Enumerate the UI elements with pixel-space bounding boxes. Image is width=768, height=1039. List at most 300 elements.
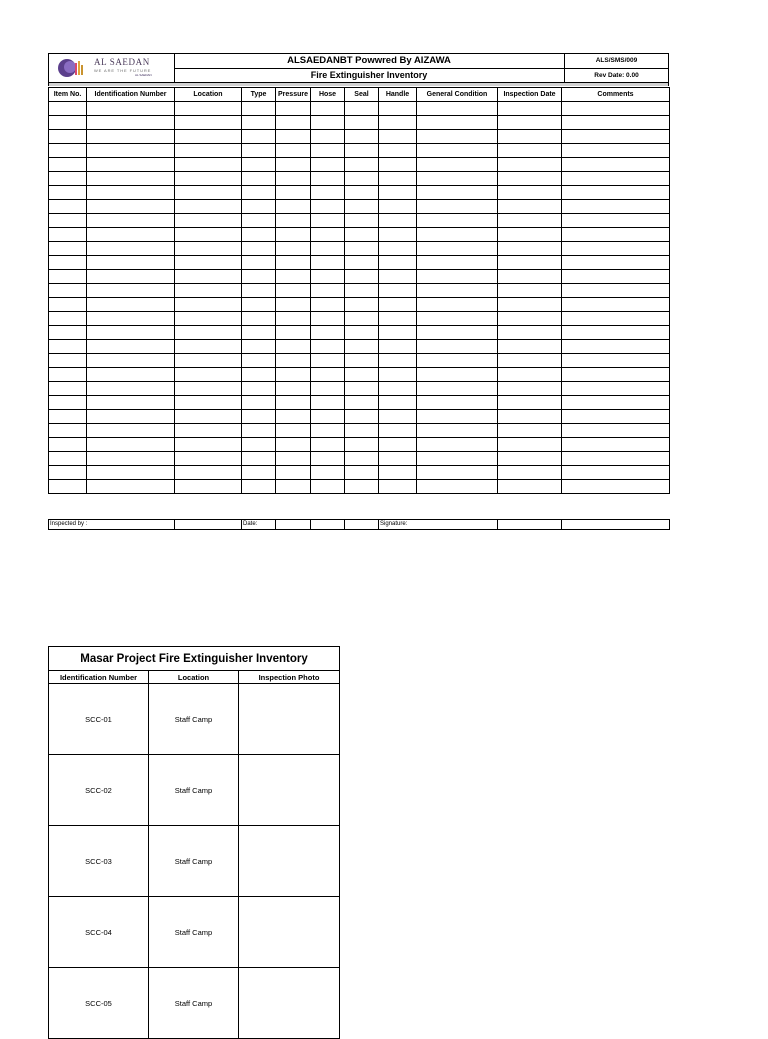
table-cell[interactable]	[242, 270, 276, 284]
table-cell[interactable]	[311, 186, 345, 200]
table-cell[interactable]	[276, 326, 311, 340]
table-cell[interactable]	[87, 340, 175, 354]
table-cell[interactable]	[498, 200, 562, 214]
table-cell[interactable]	[87, 116, 175, 130]
table-cell[interactable]	[311, 116, 345, 130]
table-cell[interactable]	[242, 326, 276, 340]
table-cell[interactable]	[276, 340, 311, 354]
table-cell[interactable]	[562, 298, 670, 312]
table-cell[interactable]	[311, 130, 345, 144]
table-cell[interactable]	[417, 452, 498, 466]
table-cell[interactable]	[345, 312, 379, 326]
table-cell[interactable]	[49, 270, 87, 284]
table-cell[interactable]	[49, 158, 87, 172]
table-cell[interactable]	[87, 354, 175, 368]
table-cell[interactable]	[379, 256, 417, 270]
signature-field-extra-2[interactable]	[562, 520, 670, 530]
table-cell[interactable]	[87, 228, 175, 242]
table-cell[interactable]	[242, 438, 276, 452]
table-cell[interactable]	[417, 354, 498, 368]
table-cell[interactable]	[87, 298, 175, 312]
table-cell[interactable]	[498, 102, 562, 116]
table-cell[interactable]	[417, 116, 498, 130]
table-cell[interactable]	[276, 438, 311, 452]
table-cell[interactable]	[49, 256, 87, 270]
table-cell[interactable]	[417, 270, 498, 284]
table-cell[interactable]	[417, 424, 498, 438]
table-cell[interactable]	[562, 466, 670, 480]
table-cell[interactable]	[242, 256, 276, 270]
table-cell[interactable]	[345, 438, 379, 452]
table-cell[interactable]	[311, 424, 345, 438]
table-cell[interactable]	[276, 466, 311, 480]
table-cell[interactable]	[417, 130, 498, 144]
table-cell[interactable]	[379, 242, 417, 256]
table-cell[interactable]	[562, 312, 670, 326]
table-cell[interactable]	[49, 228, 87, 242]
table-cell[interactable]	[562, 452, 670, 466]
table-cell[interactable]	[49, 368, 87, 382]
table-cell[interactable]	[175, 326, 242, 340]
table-cell[interactable]	[87, 144, 175, 158]
table-cell[interactable]	[276, 284, 311, 298]
table-cell[interactable]	[87, 270, 175, 284]
table-cell[interactable]	[175, 144, 242, 158]
table-cell[interactable]	[498, 382, 562, 396]
table-cell[interactable]	[87, 200, 175, 214]
table-cell[interactable]	[175, 214, 242, 228]
table-cell[interactable]	[311, 452, 345, 466]
table-cell[interactable]	[379, 284, 417, 298]
table-cell[interactable]	[345, 368, 379, 382]
table-cell[interactable]	[175, 186, 242, 200]
table-cell[interactable]	[345, 228, 379, 242]
table-cell[interactable]	[175, 298, 242, 312]
table-cell[interactable]	[345, 172, 379, 186]
table-cell[interactable]	[311, 228, 345, 242]
table-cell[interactable]	[242, 284, 276, 298]
table-cell[interactable]	[498, 214, 562, 228]
masar-photo-cell[interactable]	[239, 684, 340, 755]
table-cell[interactable]	[175, 242, 242, 256]
table-cell[interactable]	[311, 242, 345, 256]
table-cell[interactable]	[242, 130, 276, 144]
table-cell[interactable]	[87, 326, 175, 340]
table-cell[interactable]	[49, 396, 87, 410]
table-cell[interactable]	[87, 410, 175, 424]
table-cell[interactable]	[87, 102, 175, 116]
date-field[interactable]	[276, 520, 311, 530]
table-cell[interactable]	[87, 242, 175, 256]
table-cell[interactable]	[276, 172, 311, 186]
table-cell[interactable]	[379, 382, 417, 396]
table-cell[interactable]	[49, 102, 87, 116]
table-cell[interactable]	[276, 452, 311, 466]
table-cell[interactable]	[49, 410, 87, 424]
table-cell[interactable]	[562, 158, 670, 172]
table-cell[interactable]	[379, 438, 417, 452]
table-cell[interactable]	[87, 368, 175, 382]
masar-photo-cell[interactable]	[239, 826, 340, 897]
table-cell[interactable]	[345, 298, 379, 312]
table-cell[interactable]	[379, 396, 417, 410]
table-cell[interactable]	[498, 326, 562, 340]
table-cell[interactable]	[311, 214, 345, 228]
table-cell[interactable]	[87, 172, 175, 186]
table-cell[interactable]	[175, 130, 242, 144]
table-cell[interactable]	[175, 354, 242, 368]
table-cell[interactable]	[498, 284, 562, 298]
table-cell[interactable]	[498, 410, 562, 424]
table-cell[interactable]	[562, 172, 670, 186]
table-cell[interactable]	[562, 410, 670, 424]
table-cell[interactable]	[498, 480, 562, 494]
table-cell[interactable]	[49, 382, 87, 396]
table-cell[interactable]	[49, 172, 87, 186]
table-cell[interactable]	[311, 298, 345, 312]
table-cell[interactable]	[345, 466, 379, 480]
table-cell[interactable]	[379, 144, 417, 158]
table-cell[interactable]	[345, 382, 379, 396]
table-cell[interactable]	[345, 130, 379, 144]
table-cell[interactable]	[417, 144, 498, 158]
table-cell[interactable]	[417, 340, 498, 354]
table-cell[interactable]	[242, 298, 276, 312]
table-cell[interactable]	[311, 284, 345, 298]
table-cell[interactable]	[562, 382, 670, 396]
table-cell[interactable]	[562, 270, 670, 284]
table-cell[interactable]	[311, 270, 345, 284]
table-cell[interactable]	[345, 102, 379, 116]
table-cell[interactable]	[276, 130, 311, 144]
table-cell[interactable]	[562, 144, 670, 158]
table-cell[interactable]	[417, 158, 498, 172]
table-cell[interactable]	[498, 242, 562, 256]
table-cell[interactable]	[417, 214, 498, 228]
table-cell[interactable]	[562, 242, 670, 256]
table-cell[interactable]	[276, 144, 311, 158]
table-cell[interactable]	[242, 424, 276, 438]
masar-photo-cell[interactable]	[239, 755, 340, 826]
table-cell[interactable]	[498, 270, 562, 284]
table-cell[interactable]	[276, 298, 311, 312]
signature-field-extra[interactable]	[498, 520, 562, 530]
table-cell[interactable]	[87, 466, 175, 480]
table-cell[interactable]	[87, 284, 175, 298]
table-cell[interactable]	[417, 438, 498, 452]
table-cell[interactable]	[175, 340, 242, 354]
table-cell[interactable]	[175, 102, 242, 116]
table-cell[interactable]	[242, 242, 276, 256]
table-cell[interactable]	[242, 410, 276, 424]
date-field-extra-2[interactable]	[345, 520, 379, 530]
table-cell[interactable]	[562, 130, 670, 144]
table-cell[interactable]	[498, 144, 562, 158]
table-cell[interactable]	[49, 284, 87, 298]
table-cell[interactable]	[242, 144, 276, 158]
table-cell[interactable]	[49, 424, 87, 438]
table-cell[interactable]	[379, 172, 417, 186]
table-cell[interactable]	[562, 354, 670, 368]
table-cell[interactable]	[562, 438, 670, 452]
table-cell[interactable]	[498, 158, 562, 172]
table-cell[interactable]	[175, 438, 242, 452]
table-cell[interactable]	[242, 368, 276, 382]
table-cell[interactable]	[562, 284, 670, 298]
table-cell[interactable]	[311, 438, 345, 452]
table-cell[interactable]	[379, 270, 417, 284]
table-cell[interactable]	[379, 186, 417, 200]
table-cell[interactable]	[498, 186, 562, 200]
table-cell[interactable]	[379, 200, 417, 214]
table-cell[interactable]	[498, 228, 562, 242]
table-cell[interactable]	[379, 480, 417, 494]
table-cell[interactable]	[87, 396, 175, 410]
table-cell[interactable]	[345, 214, 379, 228]
table-cell[interactable]	[562, 424, 670, 438]
table-cell[interactable]	[49, 242, 87, 256]
table-cell[interactable]	[175, 312, 242, 326]
table-cell[interactable]	[175, 228, 242, 242]
table-cell[interactable]	[379, 466, 417, 480]
table-cell[interactable]	[311, 396, 345, 410]
table-cell[interactable]	[498, 368, 562, 382]
masar-photo-cell[interactable]	[239, 968, 340, 1039]
table-cell[interactable]	[242, 396, 276, 410]
table-cell[interactable]	[276, 354, 311, 368]
inspected-by-field[interactable]	[175, 520, 242, 530]
table-cell[interactable]	[311, 410, 345, 424]
table-cell[interactable]	[49, 452, 87, 466]
table-cell[interactable]	[562, 256, 670, 270]
table-cell[interactable]	[562, 102, 670, 116]
table-cell[interactable]	[498, 424, 562, 438]
table-cell[interactable]	[345, 480, 379, 494]
table-cell[interactable]	[379, 354, 417, 368]
table-cell[interactable]	[276, 186, 311, 200]
table-cell[interactable]	[379, 116, 417, 130]
table-cell[interactable]	[242, 214, 276, 228]
table-cell[interactable]	[498, 396, 562, 410]
table-cell[interactable]	[498, 116, 562, 130]
table-cell[interactable]	[379, 214, 417, 228]
table-cell[interactable]	[345, 116, 379, 130]
table-cell[interactable]	[175, 172, 242, 186]
table-cell[interactable]	[49, 466, 87, 480]
table-cell[interactable]	[379, 158, 417, 172]
table-cell[interactable]	[242, 340, 276, 354]
table-cell[interactable]	[379, 424, 417, 438]
table-cell[interactable]	[49, 130, 87, 144]
table-cell[interactable]	[87, 214, 175, 228]
table-cell[interactable]	[49, 144, 87, 158]
table-cell[interactable]	[276, 102, 311, 116]
table-cell[interactable]	[242, 158, 276, 172]
table-cell[interactable]	[276, 382, 311, 396]
table-cell[interactable]	[417, 480, 498, 494]
table-cell[interactable]	[379, 312, 417, 326]
table-cell[interactable]	[498, 312, 562, 326]
table-cell[interactable]	[311, 158, 345, 172]
table-cell[interactable]	[175, 284, 242, 298]
table-cell[interactable]	[49, 340, 87, 354]
table-cell[interactable]	[276, 396, 311, 410]
table-cell[interactable]	[345, 284, 379, 298]
table-cell[interactable]	[242, 102, 276, 116]
table-cell[interactable]	[49, 354, 87, 368]
table-cell[interactable]	[87, 130, 175, 144]
table-cell[interactable]	[562, 214, 670, 228]
table-cell[interactable]	[417, 382, 498, 396]
table-cell[interactable]	[311, 144, 345, 158]
table-cell[interactable]	[345, 158, 379, 172]
table-cell[interactable]	[311, 382, 345, 396]
table-cell[interactable]	[417, 466, 498, 480]
table-cell[interactable]	[175, 410, 242, 424]
table-cell[interactable]	[498, 438, 562, 452]
table-cell[interactable]	[276, 424, 311, 438]
table-cell[interactable]	[87, 452, 175, 466]
table-cell[interactable]	[276, 228, 311, 242]
table-cell[interactable]	[345, 186, 379, 200]
table-cell[interactable]	[498, 354, 562, 368]
table-cell[interactable]	[417, 326, 498, 340]
table-cell[interactable]	[242, 480, 276, 494]
table-cell[interactable]	[276, 214, 311, 228]
table-cell[interactable]	[562, 116, 670, 130]
table-cell[interactable]	[87, 424, 175, 438]
table-cell[interactable]	[49, 298, 87, 312]
table-cell[interactable]	[175, 158, 242, 172]
signature-field[interactable]	[417, 520, 498, 530]
table-cell[interactable]	[242, 116, 276, 130]
table-cell[interactable]	[562, 396, 670, 410]
table-cell[interactable]	[175, 368, 242, 382]
table-cell[interactable]	[345, 256, 379, 270]
table-cell[interactable]	[49, 438, 87, 452]
table-cell[interactable]	[498, 256, 562, 270]
table-cell[interactable]	[175, 116, 242, 130]
table-cell[interactable]	[311, 326, 345, 340]
table-cell[interactable]	[311, 354, 345, 368]
table-cell[interactable]	[87, 256, 175, 270]
table-cell[interactable]	[345, 410, 379, 424]
table-cell[interactable]	[87, 158, 175, 172]
table-cell[interactable]	[379, 298, 417, 312]
table-cell[interactable]	[311, 312, 345, 326]
table-cell[interactable]	[49, 326, 87, 340]
table-cell[interactable]	[242, 186, 276, 200]
table-cell[interactable]	[562, 200, 670, 214]
table-cell[interactable]	[379, 326, 417, 340]
table-cell[interactable]	[379, 102, 417, 116]
table-cell[interactable]	[417, 102, 498, 116]
table-cell[interactable]	[242, 200, 276, 214]
table-cell[interactable]	[345, 354, 379, 368]
table-cell[interactable]	[276, 200, 311, 214]
table-cell[interactable]	[276, 158, 311, 172]
table-cell[interactable]	[562, 340, 670, 354]
table-cell[interactable]	[311, 480, 345, 494]
table-cell[interactable]	[49, 200, 87, 214]
table-cell[interactable]	[87, 186, 175, 200]
table-cell[interactable]	[498, 298, 562, 312]
table-cell[interactable]	[562, 228, 670, 242]
table-cell[interactable]	[87, 312, 175, 326]
table-cell[interactable]	[276, 368, 311, 382]
table-cell[interactable]	[276, 312, 311, 326]
table-cell[interactable]	[242, 354, 276, 368]
table-cell[interactable]	[498, 466, 562, 480]
table-cell[interactable]	[87, 480, 175, 494]
table-cell[interactable]	[242, 452, 276, 466]
table-cell[interactable]	[87, 438, 175, 452]
table-cell[interactable]	[345, 326, 379, 340]
table-cell[interactable]	[49, 480, 87, 494]
table-cell[interactable]	[345, 270, 379, 284]
table-cell[interactable]	[498, 340, 562, 354]
table-cell[interactable]	[175, 452, 242, 466]
table-cell[interactable]	[345, 200, 379, 214]
table-cell[interactable]	[242, 172, 276, 186]
table-cell[interactable]	[276, 256, 311, 270]
table-cell[interactable]	[242, 382, 276, 396]
table-cell[interactable]	[276, 242, 311, 256]
table-cell[interactable]	[345, 242, 379, 256]
table-cell[interactable]	[175, 424, 242, 438]
table-cell[interactable]	[311, 172, 345, 186]
table-cell[interactable]	[417, 410, 498, 424]
table-cell[interactable]	[379, 452, 417, 466]
table-cell[interactable]	[417, 256, 498, 270]
table-cell[interactable]	[276, 116, 311, 130]
table-cell[interactable]	[49, 116, 87, 130]
table-cell[interactable]	[345, 396, 379, 410]
table-cell[interactable]	[49, 214, 87, 228]
table-cell[interactable]	[498, 172, 562, 186]
table-cell[interactable]	[417, 284, 498, 298]
table-cell[interactable]	[379, 130, 417, 144]
table-cell[interactable]	[242, 312, 276, 326]
table-cell[interactable]	[175, 200, 242, 214]
table-cell[interactable]	[311, 340, 345, 354]
table-cell[interactable]	[417, 396, 498, 410]
table-cell[interactable]	[417, 242, 498, 256]
table-cell[interactable]	[311, 256, 345, 270]
table-cell[interactable]	[175, 466, 242, 480]
table-cell[interactable]	[276, 270, 311, 284]
table-cell[interactable]	[562, 368, 670, 382]
table-cell[interactable]	[345, 452, 379, 466]
table-cell[interactable]	[379, 410, 417, 424]
table-cell[interactable]	[417, 186, 498, 200]
table-cell[interactable]	[498, 130, 562, 144]
table-cell[interactable]	[311, 466, 345, 480]
table-cell[interactable]	[562, 326, 670, 340]
date-field-extra[interactable]	[311, 520, 345, 530]
table-cell[interactable]	[417, 200, 498, 214]
masar-photo-cell[interactable]	[239, 897, 340, 968]
table-cell[interactable]	[562, 186, 670, 200]
table-cell[interactable]	[49, 312, 87, 326]
table-cell[interactable]	[276, 410, 311, 424]
table-cell[interactable]	[175, 396, 242, 410]
table-cell[interactable]	[417, 228, 498, 242]
table-cell[interactable]	[417, 312, 498, 326]
table-cell[interactable]	[175, 480, 242, 494]
table-cell[interactable]	[87, 382, 175, 396]
table-cell[interactable]	[49, 186, 87, 200]
